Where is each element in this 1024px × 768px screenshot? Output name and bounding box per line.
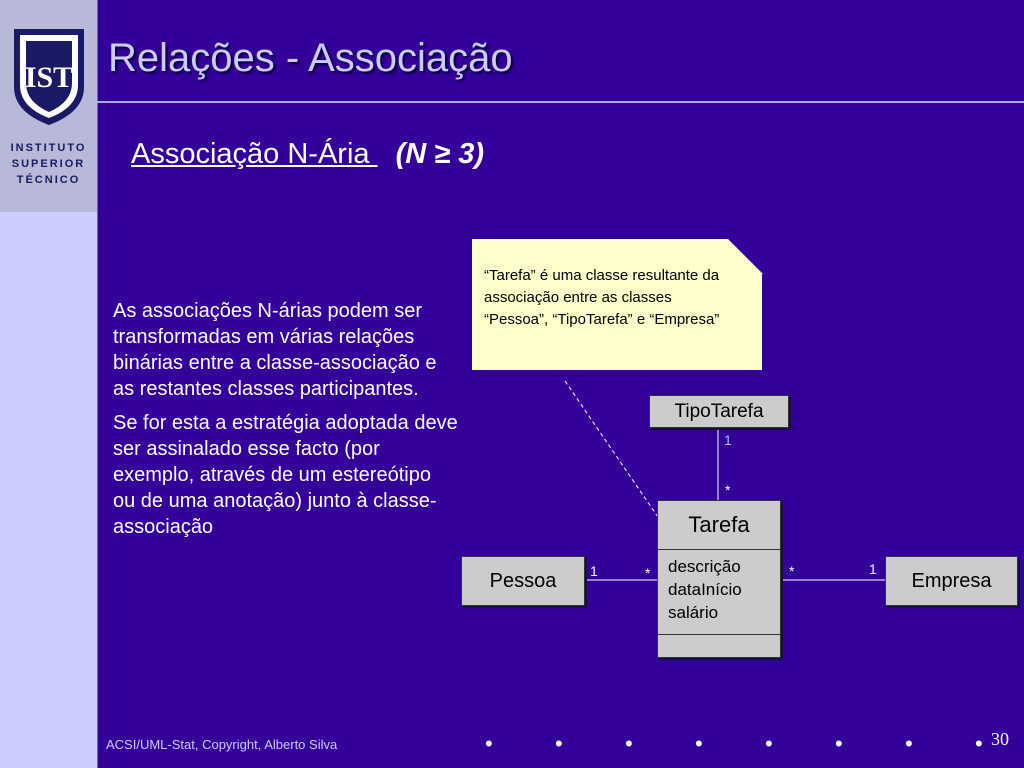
- bullet-dot-icon: •: [975, 731, 983, 756]
- annotation-note-text: “Tarefa” é uma classe resultante da associação entre as classes “Pessoa”, “TipoTarefa” e “Empresa”: [484, 267, 720, 328]
- multiplicity-empresa-tarefa-side: *: [789, 563, 795, 579]
- footer-dots: [480, 731, 1000, 756]
- logo-line-1: INSTITUTO: [10, 142, 87, 154]
- class-pessoa: Pessoa: [461, 556, 585, 606]
- class-empresa: Empresa: [885, 556, 1018, 606]
- bullet-dot-icon: •: [625, 731, 633, 756]
- class-tarefa-name: Tarefa: [658, 501, 780, 550]
- note-anchor-line: [565, 381, 660, 520]
- shield-letters: IST: [24, 61, 74, 94]
- bullet-dot-icon: •: [905, 731, 913, 756]
- class-tarefa: [657, 500, 781, 658]
- bullet-dot-icon: •: [555, 731, 563, 756]
- subtitle-underlined: Associação N-Ária: [131, 138, 378, 170]
- bullet-dot-icon: •: [835, 731, 843, 756]
- class-tipo-tarefa: TipoTarefa: [649, 395, 789, 428]
- multiplicity-tipo-bottom: *: [725, 482, 731, 498]
- logo-line-3: TÉCNICO: [16, 174, 81, 186]
- subtitle-cardinality: (N ≥ 3): [395, 138, 485, 170]
- attribute-descricao: descrição: [668, 557, 741, 576]
- bullet-dot-icon: •: [695, 731, 703, 756]
- class-tarefa-attributes: [658, 550, 780, 635]
- bullet-dot-icon: •: [485, 731, 493, 756]
- multiplicity-empresa-side: 1: [869, 561, 877, 577]
- bullet-dot-icon: •: [765, 731, 773, 756]
- multiplicity-pessoa-tarefa-side: *: [645, 565, 651, 581]
- multiplicity-pessoa-side: 1: [590, 563, 598, 579]
- body-paragraph-1: As associações N-árias podem ser transformadas em várias relações binárias entre a classe-associação e as restantes classes participantes.: [113, 300, 437, 400]
- body-paragraph-2: Se for esta a estratégia adoptada deve ser assinalado esse facto (por exemplo, através de um estereótipo ou de uma anotação) junto à classe-associação: [113, 412, 458, 538]
- logo-line-2: SUPERIOR: [11, 158, 86, 170]
- multiplicity-tipo-top: 1: [724, 432, 732, 448]
- page-number: 30: [991, 729, 1009, 749]
- attribute-salario: salário: [668, 603, 719, 622]
- footer-copyright: ACSI/UML-Stat, Copyright, Alberto Silva: [106, 737, 338, 752]
- slide-title: Relações - Associação: [108, 36, 513, 80]
- attribute-data-inicio: dataInício: [668, 580, 742, 599]
